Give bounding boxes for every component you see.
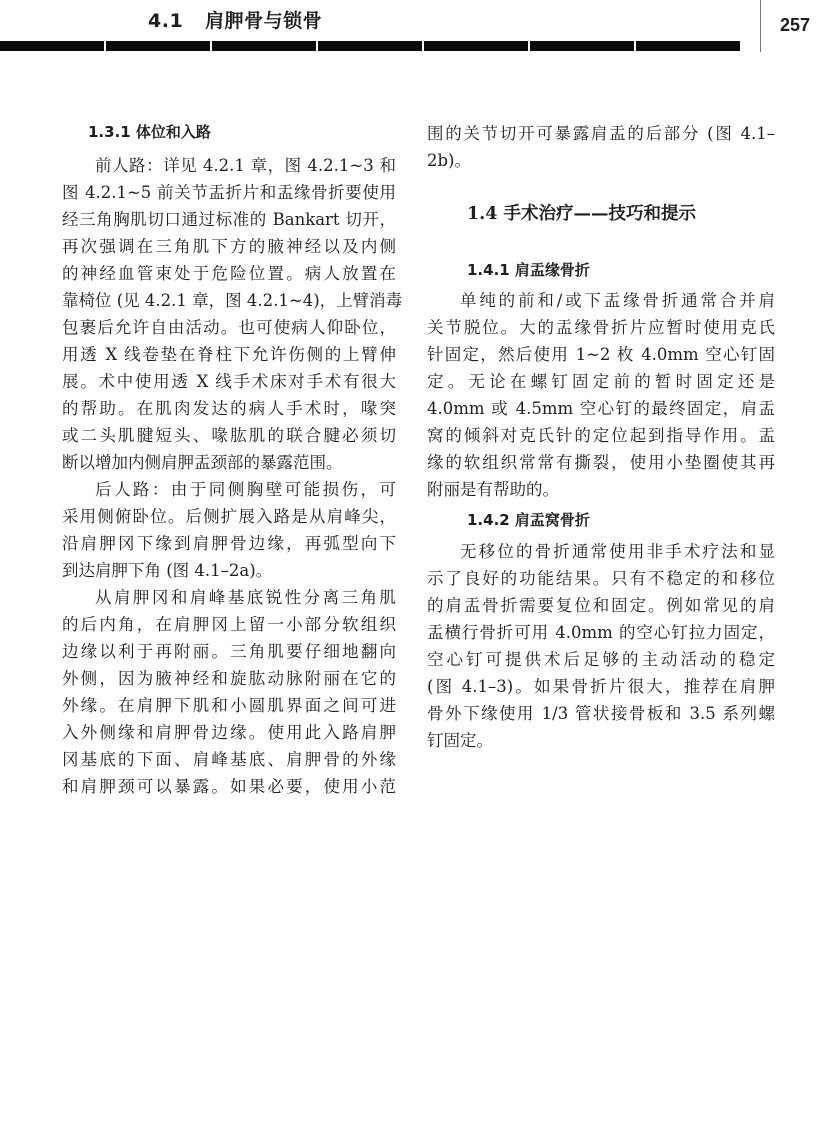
text-line: 用透 X 线卷垫在脊柱下允许伤侧的上臂伸 (62, 345, 396, 364)
paragraph-posterior-approach (62, 476, 396, 584)
text-line: 针固定，然后使用 1~2 枚 4.0mm 空心钉固 (427, 345, 775, 364)
header-rule (0, 41, 740, 51)
text-line: 2b)。 (427, 151, 471, 170)
text-line: 附丽是有帮助的。 (427, 480, 559, 499)
text-line: 的肩盂骨折需要复位和固定。例如常见的肩 (427, 596, 775, 615)
text-line: 后人路：由于同侧胸壁可能损伤，可 (95, 480, 396, 499)
heading-1-4-1: 1.4.1 肩盂缘骨折 (467, 261, 590, 279)
heading-1-4: 1.4 手术治疗——技巧和提示 (467, 204, 697, 224)
text-line: 到达肩胛下角 (图 4.1–2a)。 (62, 561, 273, 580)
text-line: 靠椅位 (见 4.2.1 章，图 4.2.1~4)，上臂消毒 (62, 291, 403, 310)
text-line: 从肩胛冈和肩峰基底锐性分离三角肌 (95, 588, 396, 607)
text-line: 关节脱位。大的盂缘骨折片应暂时使用克氏 (427, 318, 775, 337)
header-divider (760, 0, 761, 52)
text-line: 的神经血管束处于危险位置。病人放置在 (62, 264, 396, 283)
section-title: 肩胛骨与锁骨 (205, 10, 323, 32)
text-line: 缘的软组织常常有撕裂，使用小垫圈使其再 (427, 453, 775, 472)
text-line: 再次强调在三角肌下方的腋神经以及内侧 (62, 237, 396, 256)
running-head (148, 6, 322, 33)
text-line: 骨外下缘使用 1/3 管状接骨板和 3.5 系列螺 (427, 704, 775, 723)
text-line: 断以增加内侧肩胛盂颈部的暴露范围。 (62, 453, 343, 472)
text-line: 空心钉可提供术后足够的主动活动的稳定 (427, 650, 775, 669)
text-line: 采用侧俯卧位。后侧扩展入路是从肩峰尖， (62, 507, 396, 526)
text-line: 入外侧缘和肩胛骨边缘。使用此入路肩胛 (62, 723, 396, 742)
paragraph-anterior-approach (62, 152, 403, 476)
text-line: 单纯的前和/或下盂缘骨折通常合并肩 (460, 291, 775, 310)
text-line: 围的关节切开可暴露肩盂的后部分 (图 4.1– (427, 124, 775, 143)
text-line: 冈基底的下面、肩峰基底、肩胛骨的外缘 (62, 750, 396, 769)
text-line: 和肩胛颈可以暴露。如果必要，使用小范 (62, 777, 396, 796)
left-column (62, 152, 403, 800)
text-line: 盂横行骨折可用 4.0mm 的空心钉拉力固定， (427, 623, 775, 642)
text-line: 边缘以利于再附丽。三角肌要仔细地翻向 (62, 642, 396, 661)
text-line: 示了良好的功能结果。只有不稳定的和移位 (427, 569, 775, 588)
text-line: 展。术中使用透 X 线手术床对手术有很大 (62, 372, 396, 391)
paragraph-continuation (427, 120, 775, 174)
text-line: 的帮助。在肌肉发达的病人手术时，喙突 (62, 399, 396, 418)
section-number: 4.1 (148, 10, 184, 32)
text-line: (图 4.1–3)。如果骨折片很大，推荐在肩胛 (427, 677, 775, 696)
paragraph-deltoid-detachment (62, 584, 396, 800)
text-line: 窝的倾斜对克氏针的定位起到指导作用。盂 (427, 426, 775, 445)
text-line: 沿肩胛冈下缘到肩胛骨边缘，再弧型向下 (62, 534, 396, 553)
page-number: 257 (780, 15, 811, 35)
text-line: 无移位的骨折通常使用非手术疗法和显 (460, 542, 775, 561)
heading-1-3-1: 1.3.1 体位和入路 (88, 123, 211, 141)
paragraph-glenoid-fossa-fracture (427, 538, 775, 754)
text-line: 包裹后允许自由活动。也可使病人仰卧位， (62, 318, 396, 337)
text-line: 外侧，因为腋神经和旋肱动脉附丽在它的 (62, 669, 396, 688)
text-line: 4.0mm 或 4.5mm 空心钉的最终固定，肩盂 (427, 399, 775, 418)
text-line: 外缘。在肩胛下肌和小圆肌界面之间可进 (62, 696, 396, 715)
text-line: 图 4.2.1~5 前关节盂折片和盂缘骨折要使用 (62, 183, 396, 202)
text-line: 钉固定。 (427, 731, 493, 750)
text-line: 定。无论在螺钉固定前的暂时固定还是 (427, 372, 775, 391)
paragraph-glenoid-rim-fracture (427, 287, 775, 503)
text-line: 前人路：详见 4.2.1 章，图 4.2.1~3 和 (95, 156, 396, 175)
text-line: 或二头肌腱短头、喙肱肌的联合腱必须切 (62, 426, 396, 445)
heading-1-4-2: 1.4.2 肩盂窝骨折 (467, 511, 590, 529)
text-line: 的后内角，在肩胛冈上留一小部分软组织 (62, 615, 396, 634)
text-line: 经三角胸肌切口通过标准的 Bankart 切开， (62, 210, 396, 229)
